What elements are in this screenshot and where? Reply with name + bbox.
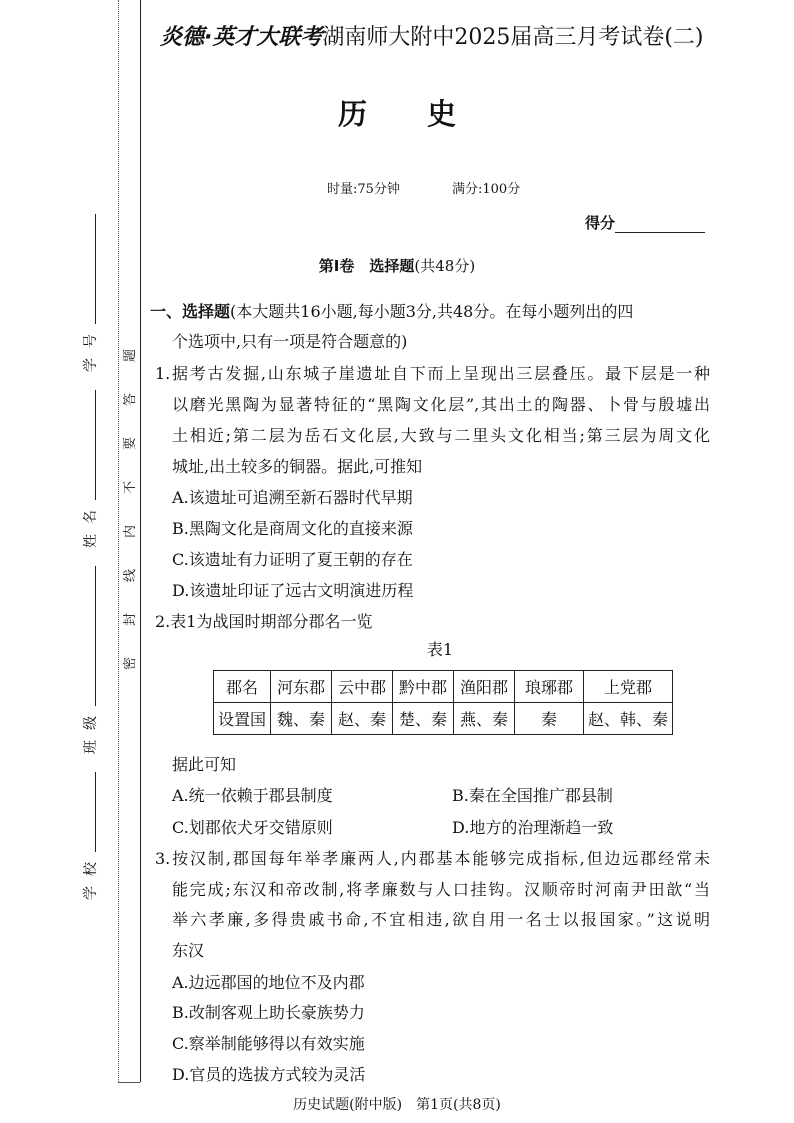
instructions-heading: 一、选择题 bbox=[150, 302, 231, 321]
name-field[interactable] bbox=[85, 390, 96, 500]
page-title bbox=[0, 92, 794, 133]
table-cell: 河东郡 bbox=[271, 671, 332, 703]
brand-logo-text: 炎德·英才大联考 bbox=[160, 25, 323, 50]
option-d[interactable]: D.该遗址印证了远古文明演进历程 bbox=[172, 581, 414, 600]
section-part: 第Ⅰ卷 bbox=[318, 257, 355, 275]
table-cell: 郡名 bbox=[214, 671, 271, 703]
table-cell: 赵、韩、秦 bbox=[584, 703, 673, 735]
seal-char: 密 bbox=[123, 656, 138, 670]
question-3-text: 3.按汉制,郡国每年举孝廉两人,内郡基本能够完成指标,但边远郡经常未 bbox=[155, 849, 710, 868]
option-c[interactable]: C.划郡依犬牙交错原则 bbox=[172, 818, 333, 837]
school-field[interactable] bbox=[85, 772, 96, 852]
name-label: 姓名 bbox=[83, 500, 99, 548]
table-cell: 魏、秦 bbox=[271, 703, 332, 735]
class-label: 班级 bbox=[83, 706, 99, 754]
exam-name: 湖南师大附中2025届高三月考试卷(二) bbox=[322, 25, 704, 50]
question-3-text: 东汉 bbox=[172, 941, 205, 960]
seal-char: 答 bbox=[123, 392, 138, 406]
table-cell: 渔阳郡 bbox=[454, 671, 515, 703]
class-field[interactable] bbox=[85, 566, 96, 706]
school-label: 学校 bbox=[83, 852, 99, 900]
seal-char: 封 bbox=[123, 612, 138, 626]
section-note: (共48分) bbox=[414, 257, 476, 275]
time-limit: 时量:75分钟 bbox=[327, 182, 400, 197]
option-b[interactable]: B.黑陶文化是商周文化的直接来源 bbox=[172, 519, 413, 538]
seal-char: 不 bbox=[123, 480, 138, 494]
instructions-text: 个选项中,只有一项是符合题意的) bbox=[172, 332, 408, 351]
table-cell: 上党郡 bbox=[584, 671, 673, 703]
instructions bbox=[150, 302, 710, 322]
table-cell: 云中郡 bbox=[332, 671, 393, 703]
table-cell: 设置国 bbox=[214, 703, 271, 735]
option-c[interactable]: C.该遗址有力证明了夏王朝的存在 bbox=[172, 550, 413, 569]
page-footer: 历史试题(附中版) 第1页(共8页) bbox=[293, 1097, 501, 1113]
option-a[interactable]: A.该遗址可追溯至新石器时代早期 bbox=[172, 488, 413, 507]
title-char: 历 bbox=[337, 97, 367, 131]
student-info-fields bbox=[80, 196, 100, 900]
option-b[interactable]: B.改制客观上助长豪族势力 bbox=[172, 1003, 365, 1022]
section-heading bbox=[0, 255, 794, 276]
score-box bbox=[585, 212, 705, 233]
question-1-text: 土相近;第二层为岳石文化层,大致与二里头文化相当;第三层为周文化 bbox=[172, 426, 710, 445]
question-3-text: 能完成;东汉和帝改制,将孝廉数与人口挂钩。汉顺帝时河南尹田歆“当 bbox=[172, 880, 710, 899]
table-cell: 黔中郡 bbox=[393, 671, 454, 703]
table-cell: 秦 bbox=[515, 703, 584, 735]
binding-line bbox=[140, 0, 141, 1082]
question-1-text: 以磨光黑陶为显著特征的“黑陶文化层”,其出土的陶器、卜骨与殷墟出 bbox=[172, 395, 710, 414]
seal-char: 线 bbox=[123, 568, 138, 582]
option-a[interactable]: A.边远郡国的地位不及内郡 bbox=[172, 973, 365, 992]
exam-header bbox=[160, 20, 720, 51]
option-d[interactable]: D.官员的选拔方式较为灵活 bbox=[172, 1065, 366, 1084]
score-label: 得分 bbox=[585, 214, 616, 232]
seal-char: 内 bbox=[123, 524, 138, 538]
option-b[interactable]: B.秦在全国推广郡县制 bbox=[452, 786, 613, 805]
prefecture-table bbox=[213, 670, 673, 735]
table-row bbox=[214, 671, 673, 703]
full-score: 满分:100分 bbox=[452, 182, 521, 197]
title-char: 史 bbox=[427, 97, 457, 131]
option-c[interactable]: C.察举制能够得以有效实施 bbox=[172, 1034, 365, 1053]
instructions-text: (本大题共16小题,每小题3分,共48分。在每小题列出的四 bbox=[230, 302, 634, 321]
table-cell: 燕、秦 bbox=[454, 703, 515, 735]
seal-notice bbox=[119, 318, 139, 670]
option-d[interactable]: D.地方的治理渐趋一致 bbox=[452, 818, 614, 837]
section-name: 选择题 bbox=[369, 257, 415, 275]
score-field[interactable] bbox=[615, 216, 705, 233]
id-label: 学号 bbox=[83, 324, 99, 372]
seal-char: 题 bbox=[123, 348, 138, 362]
question-2-text: 2.表1为战国时期部分郡名一览 bbox=[155, 612, 373, 631]
seal-char: 要 bbox=[123, 436, 138, 450]
divider bbox=[118, 1082, 140, 1083]
table-caption: 表1 bbox=[426, 640, 454, 659]
table-row bbox=[214, 703, 673, 735]
question-2-text: 据此可知 bbox=[172, 755, 237, 774]
question-1-text: 城址,出土较多的铜器。据此,可推知 bbox=[172, 457, 423, 476]
table-cell: 赵、秦 bbox=[332, 703, 393, 735]
table-cell: 楚、秦 bbox=[393, 703, 454, 735]
option-a[interactable]: A.统一依赖于郡县制度 bbox=[172, 786, 333, 805]
question-1-text: 1.据考古发掘,山东城子崖遗址自下而上呈现出三层叠压。最下层是一种 bbox=[155, 364, 710, 383]
table-cell: 琅琊郡 bbox=[515, 671, 584, 703]
question-3-text: 举六孝廉,多得贵戚书命,不宜相违,欲自用一名士以报国家。”这说明 bbox=[172, 910, 710, 929]
